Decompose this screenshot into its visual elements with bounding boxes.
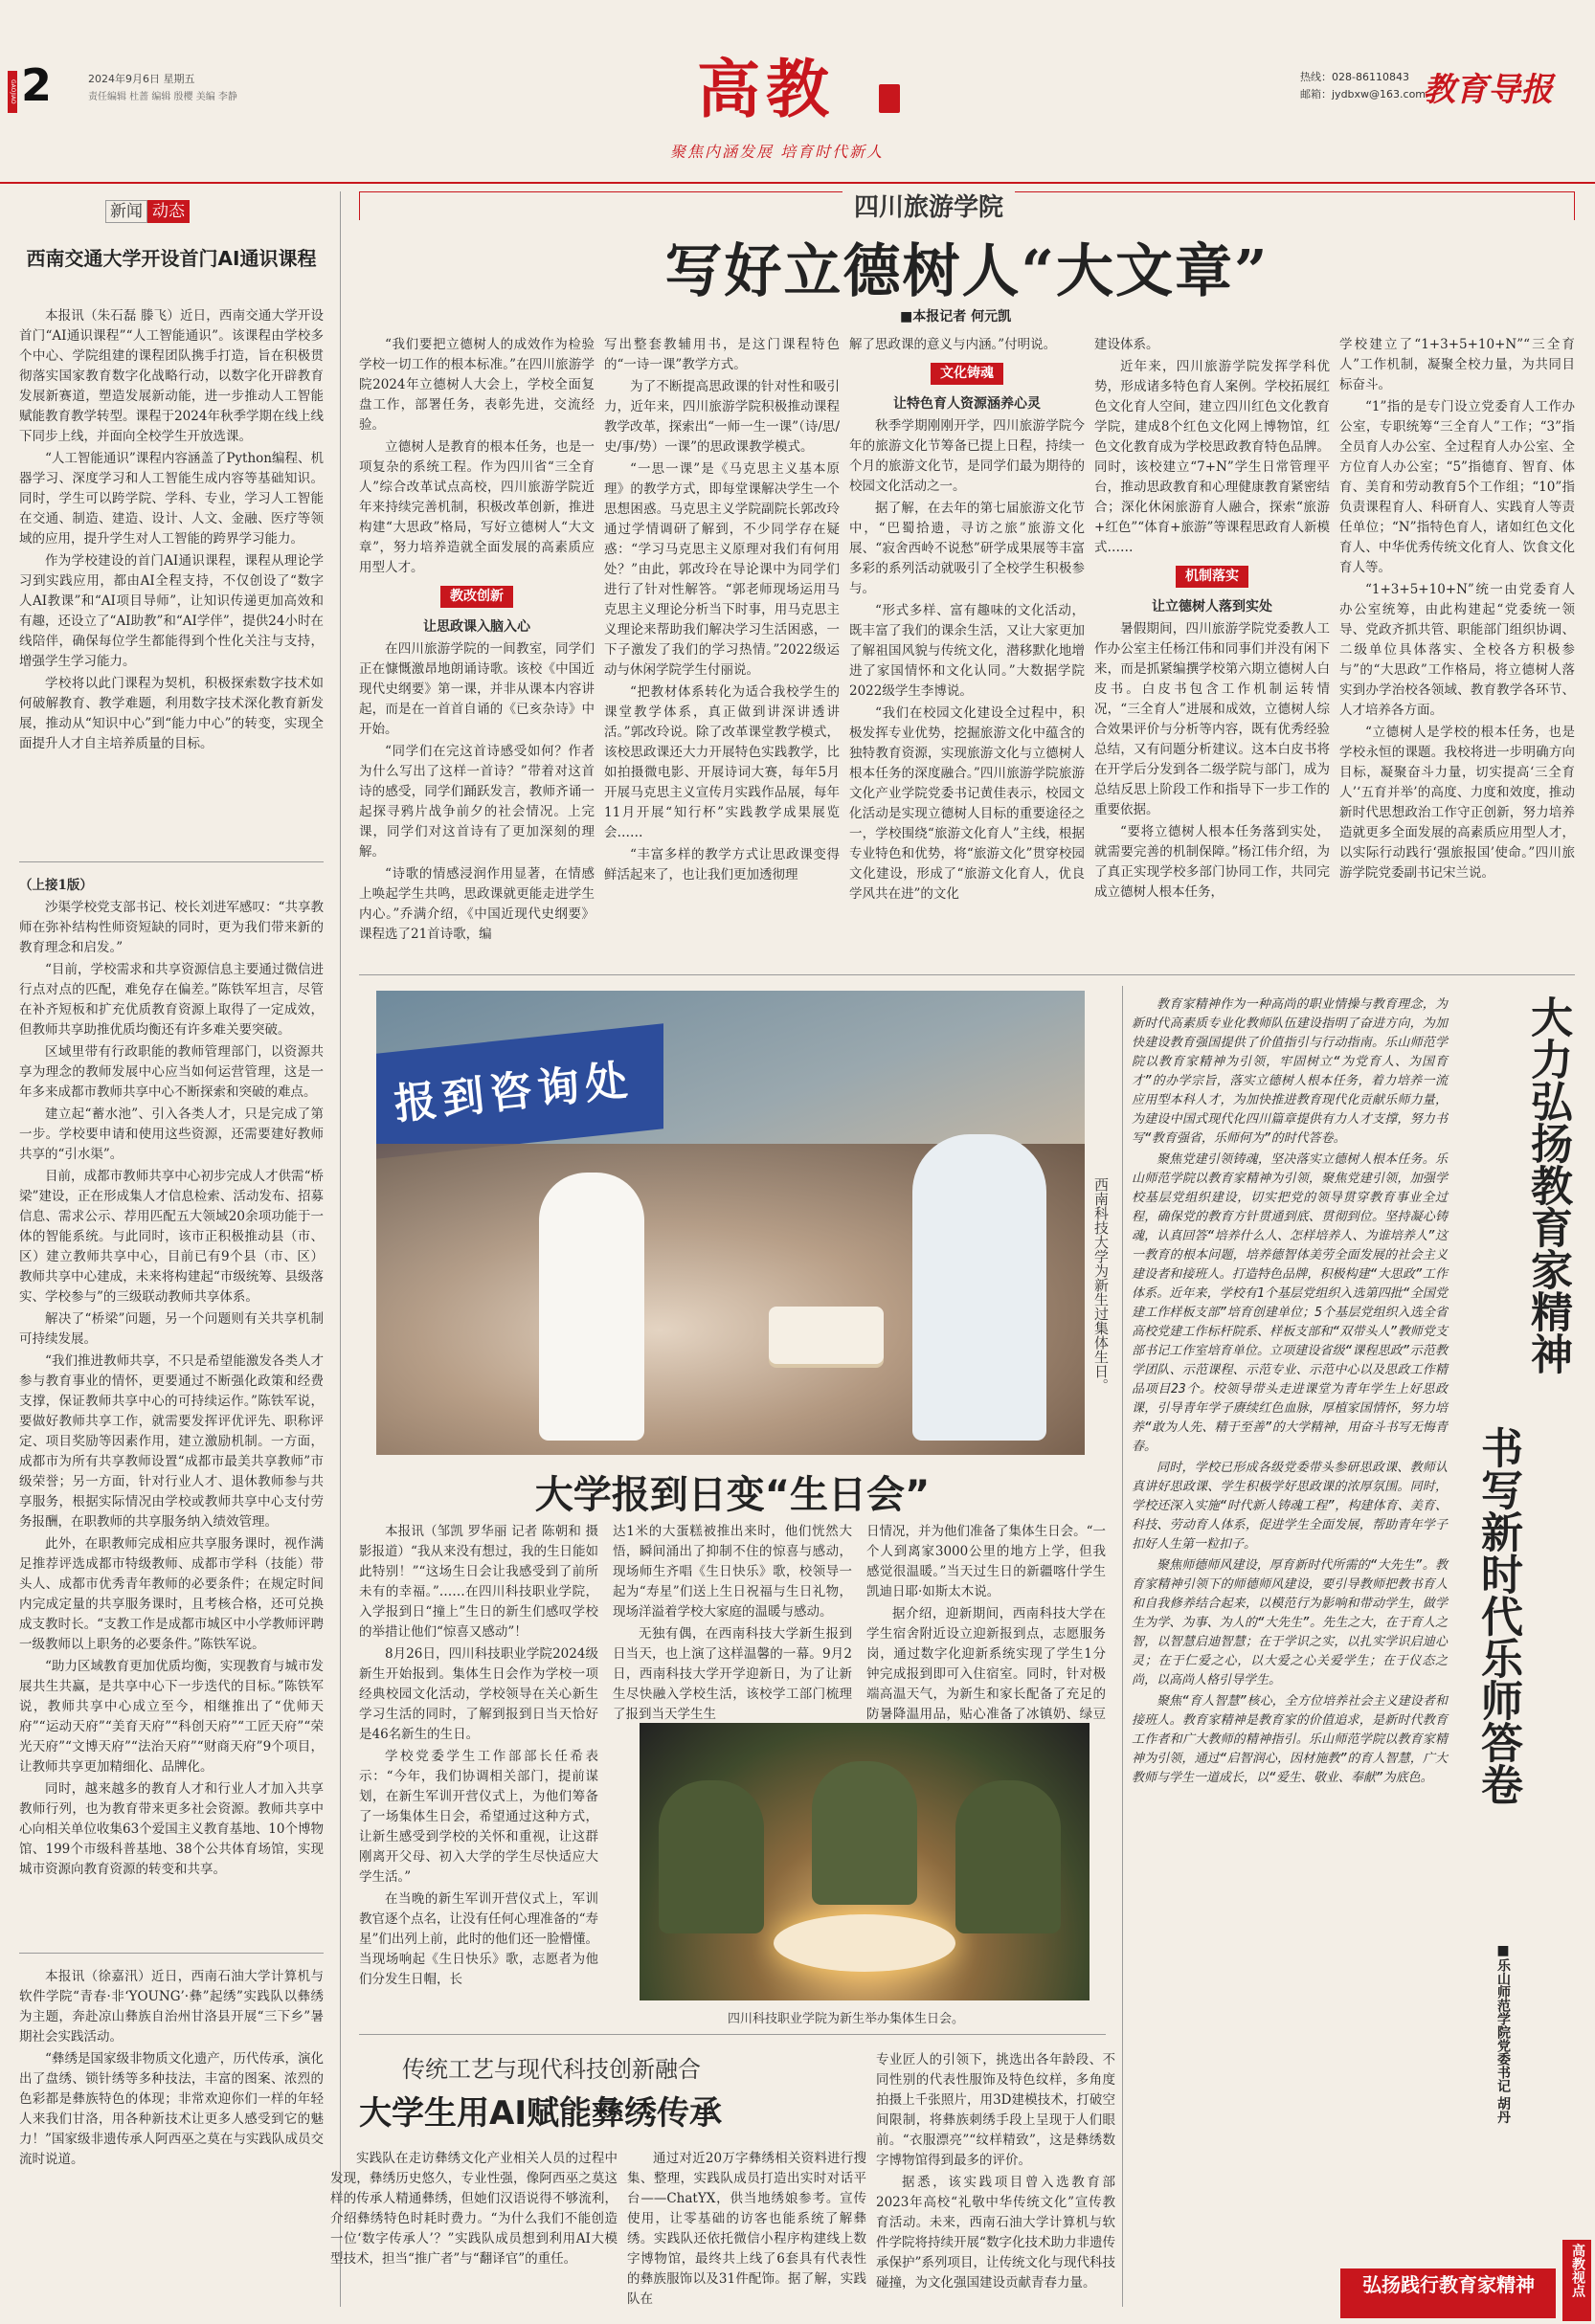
- continued-paragraph: 建立起“蓄水池”、引入各类人才，只是完成了第一步。学校要申请和使用这些资源，还需要建好教师共享的“引水渠”。: [19, 1106, 324, 1162]
- birthday-col-1: [359, 1522, 598, 2020]
- continued-label: （上接1版）: [19, 878, 93, 893]
- continued-paragraph: “目前，学校需求和共享资源信息主要通过微信进行点对点的匹配，难免存在偏差。”陈铁军坦言，尽管在补齐短板和扩充优质教育资源上取得了一定成效，但教师共享助推优质均衡还有许多难关要突破。: [19, 962, 324, 1038]
- birthday-paragraph: 达1米的大蛋糕被推出来时，他们恍然大悟，瞬间涌出了抑制不住的惊喜与感动，现场师生齐唱《生日快乐》歌，校领导一起为“寿星”们送上生日祝福与生日礼物，现场洋溢着学校大家庭的温暖与感动。: [613, 1524, 852, 1620]
- news-paragraph: “人工智能通识”课程内容涵盖了Python编程、机器学习、深度学习和人工智能生成内容等基础知识。同时，学生可以跨学院、学科、专业，学习人工智能在交通、制造、建造、设计、人文、金融、医疗等领域的应用，提升学生对人工智能的跨界学习能力。: [19, 451, 324, 547]
- hotline: 热线：028-86110843: [1300, 71, 1409, 83]
- feature-paragraph: “立德树人是学校的根本任务，也是学校永恒的课题。我校将进一步明确方向目标，凝聚奋斗力量，切实提高‘三全育人’‘五育并举’的高度、力度和效度，推动新时代思想政治工作守正创新，努力培养造就更多全面发展的高素质应用型人才，以实际行动践行‘强旅报国’使命。”四川旅游学院党委副书记宋兰说。: [1339, 725, 1575, 881]
- feature-paragraph: 暑假期间，四川旅游学院党委教人工作办公室主任杨江伟和同事们并没有闲下来，而是抓紧编撰学校第六期立德树人白皮书。白皮书包含工作机制运转情况，“三全育人”进展和成效，立德树人综合效果评价与分析等内容，既有优秀经验总结，又有问题分析建议。这本白皮书将在开学后分发到各二级学院与部门，成为总结反思上阶段工作和指导下一步工作的重要依据。: [1094, 621, 1330, 817]
- feature-paragraph: 学校建立了“1+3+5+10+N”“三全育人”工作机制，凝聚全校力量，为共同目标奋斗。: [1339, 337, 1575, 392]
- continued-paragraph: “助力区域教育更加优质均衡，实现教育与城市发展共生共赢，是共享中心下一步迭代的目标。”陈铁军说，教师共享中心成立至今，相继推出了“优师天府”“运动天府”“美育天府”“科创天府”“工匠天府”“荣光天府”“文博天府”“法治天府”“财商天府”9个项目，让教师共享更加精细化、品牌化。: [19, 1659, 324, 1775]
- feature-column: [849, 335, 1085, 962]
- birthday-photo: [376, 991, 1085, 1455]
- candle-cake-shape: [774, 1914, 955, 1972]
- feature-section-tag-wrap: [849, 363, 1085, 385]
- news-paragraph: 作为学校建设的首门AI通识课程，课程从理论学习到实践应用，都由AI全程支持，不仅创设了“数字人AI教课”和“AI项目导师”，让知识传递更加高效和有趣，还设立了“AI助教”和“AI学伴”，提供24小时在线陪伴，确保每位学生都能得到个性化关注与支持，增强学生学习能力。: [19, 553, 324, 669]
- feature-subhead: 让立德树人落到实处: [1152, 599, 1272, 615]
- feature-paragraph: 据了解，在去年的第七届旅游文化节中，“巴蜀拾遗，寻访之旅”旅游文化展、“寂舍西岭不说愁”研学成果展等丰富多彩的系列活动就吸引了全校学生积极参与。: [849, 501, 1085, 596]
- section-title: 高教: [697, 52, 835, 126]
- opinion-paragraph: 同时，学校已形成各级党委带头参研思政课、教师认真讲好思政课、学生积极学好思政课的浓厚氛围。同时，学校还深入实施“时代新人铸魂工程”，构建体育、美育、科技、劳动育人体系，促进学生全面发展，帮助青年学子扣好人生第一粒扣子。: [1132, 1461, 1448, 1552]
- opinion-paragraph: 聚焦“育人智慧”核心，全方位培养社会主义建设者和接班人。教育家精神是教育家的价值追求，是新时代教育工作者和广大教师的精神指引。乐山师范学院以教育家精神为引领，通过“启智润心，因材施教”的育人智慧，广大教师与学生一道成长，以“爱生、敬业、奉献”为底色。: [1132, 1694, 1448, 1785]
- feature-section-tag: 机制落实: [1176, 566, 1248, 588]
- opinion-body: [1132, 995, 1448, 2264]
- soldier-figure: [659, 1780, 764, 1933]
- opinion-paragraph: 聚焦师德师风建设，厚育新时代所需的“大先生”。教育家精神引领下的师德师风建设，要引导教师把教书育人和自我修养结合起来，以模范行为影响和带动学生，做学生为学、为事、为人的“大先生”。先生之大，在于育人之智，以智慧启迪智慧；在于学识之实，以扎实学识启迪心灵；在于仁爱之心，以大爱之心关爱学生；在于仪态之尚，以高尚人格引导学生。: [1132, 1558, 1448, 1687]
- feature-paragraph: 为了不断提高思政课的针对性和吸引力，近年来，四川旅游学院积极推动课程教学改革，探索出“一师一生一课”（诗/思/史/事/势）一课”的思政课教学模式。: [604, 379, 840, 455]
- opinion-author: ■乐山师范学院党委书记 胡丹: [1495, 1943, 1511, 2124]
- continued-paragraph: “我们推进教师共享，不只是希望能激发各类人才参与教育事业的情怀，更要通过不断强化政策和经费支撑，保证教师共享中心的可持续运作。”陈铁军说，要做好教师共享工作，就需要发挥评优评先、职称评定、项目奖励等因素作用，建立激励机制。一方面，成都市为所有共享教师设置“成都市最美共享教师”市级荣誉；另一方面，针对行业人才、退休教师参与共享服务，根据实际情况由学校或教师共享中心支付劳务报酬，在职教师的共享服务纳入绩效管理。: [19, 1353, 324, 1530]
- yi-paragraph: 本报讯（徐嘉汛）近日，西南石油大学计算机与软件学院“青春·非‘YOUNG’·彝”起绣”实践队以彝绣为主题，奔赴凉山彝族自治州甘洛县开展“三下乡”暑期社会实践活动。: [19, 1969, 324, 2045]
- birthday-paragraph: 在当晚的新生军训开营仪式上，军训教官逐个点名，让没有任何心理准备的“寿星”们出列上前，此时的他们还一脸懵懂。当现场响起《生日快乐》歌，志愿者为他们分发生日帽，长: [359, 1891, 598, 1987]
- feature-paragraph: “同学们在完这首诗感受如何？作者为什么写出了这样一首诗？”带着对这首诗的感受，同学们踊跃发言，教师齐诵一起探寻鸦片战争前夕的社会情况。上完课，同学们对这首诗有了更加深刻的理解。: [359, 744, 595, 860]
- news-paragraph: 本报讯（朱石磊 滕飞）近日，西南交通大学开设首门“AI通识课程”“人工智能通识”。该课程由学校多个中心、学院组建的课程团队携手打造，旨在积极贯彻落实国家教育数字化战略行动，以数字化开辟教育发展新赛道，塑造发展新动能，进一步推动人工智能赋能教育教学转型。课程于2024年秋季学期在线上线下同步上线，并面向全校学生开放选课。: [19, 308, 324, 444]
- news-paragraph: 学校将以此门课程为契机，积极探索数字技术如何破解教育、教学难题，利用数字技术深化教育新发展，推动从“知识中心”到“能力中心”的转变，实现全面提升人才自主培养质量的目标。: [19, 676, 324, 751]
- news-label-b: 动态: [147, 200, 190, 223]
- news-body: [19, 306, 324, 842]
- tech-col-3: [876, 2050, 1115, 2309]
- opinion-paragraph: 教育家精神作为一种高尚的职业情操与教育理念，为新时代高素质专业化教师队伍建设指明了奋进方向，为加快建设教育强国提供了价值指引与行动指南。乐山师范学院以教育家精神为引领，牢固树立“为党育人、为国育才”的办学宗旨，落实立德树人根本任务，着力培养一流应用型本科人才，为加快推进教育现代化贡献乐师力量，为建设中国式现代化四川篇章提供有力人才支撑，努力书写“教育强省，乐师何为”的时代答卷。: [1132, 997, 1448, 1146]
- continued-paragraph: 沙渠学校党支部书记、校长刘进军感叹：“共享教师在弥补结构性师资短缺的同时，更为我们带来新的教育理念和启发。”: [19, 900, 324, 955]
- side-label: GAOJIAO: [8, 71, 17, 113]
- continued-bottom-rule: [19, 1953, 324, 1954]
- feature-paragraph: 建设体系。: [1094, 337, 1159, 352]
- feature-section-tag: 教改创新: [440, 586, 513, 608]
- feature-column: [359, 335, 595, 962]
- feature-paragraph: 立德树人是教育的根本任务，也是一项复杂的系统工程。作为四川省“三全育人”综合改革试点高校，四川旅游学院近年来持续完善机制，积极改革创新，推进构建“大思政”格局，写好立德树人“大文章”，努力培养造就全面发展的高素质应用型人才。: [359, 439, 595, 575]
- opinion-paragraph: 聚焦党建引领铸魂，坚决落实立德树人根本任务。乐山师范学院以教育家精神为引领，聚焦党建引领，加强学校基层党组织建设，切实把党的领导贯穿教育事业全过程，确保党的教育方针贯通到底、贯彻到位。坚持凝心铸魂，认真回答“培养什么人、怎样培养人、为谁培养人”这一教育的根本问题，培养德智体美劳全面发展的社会主义建设者和接班人。打造特色品牌，积极构建“大思政”工作体系。近年来，学校有1个基层党组织入选第四批“全国党建工作样板支部”培育创建单位；5个基层党组织入选全省高校党建工作标杆院系、样板支部和“双带头人”教师党支部书记工作室培育单位。立项建设省级“课程思政”示范教学团队、示范课程、示范专业、示范中心以及思政工作精品项目23个。校领导带头走进课堂为青年学生上好思政课，引导青年学子赓续红色血脉，厚植家国情怀，努力培养“敢为人先、精于至善”的大学精神，用奋斗书写无悔青春。: [1132, 1152, 1448, 1454]
- left-column-divider: [340, 191, 341, 2307]
- feature-column: [1094, 335, 1330, 962]
- email: 邮箱：jydbxw@163.com: [1300, 88, 1427, 101]
- tech-kicker: 传统工艺与现代科技创新融合: [402, 2056, 701, 2083]
- feature-section-tag-wrap: [1094, 566, 1330, 588]
- feature-paragraph: “1+3+5+10+N”统一由党委育人办公室统筹，由此构建起“党委统一领导、党政齐抓共管、职能部门组织协调、二级单位具体落实、全校各方积极参与”的“大思政”工作格局，将立德树人落实到办学治校各领域、教育教学各环节、人才培养各方面。: [1339, 582, 1575, 718]
- birthday-paragraph: 学校党委学生工作部部长任希表示：“今年，我们协调相关部门，提前谋划，在新生军训开营仪式上，为他们筹备了一场集体生日会，希望通过这种方式，让新生感受到学校的关怀和重视，让这群刚离开父母、初入大学的学生尽快适应大学生活。”: [359, 1749, 598, 1885]
- feature-kicker: 四川旅游学院: [842, 188, 1015, 223]
- feature-column: [1339, 335, 1575, 962]
- feature-paragraph: “把教材体系转化为适合我校学生的课堂教学体系，真正做到讲深讲透讲活。”郭改玲说。除了改革课堂教学模式，该校思政课还大力开展特色实践教学，比如拍摄微电影、开展诗词大赛，每年5月开展马克思主义宣传月实践作品展，每年11月开展“知行杯”实践教学成果展览会……: [604, 684, 840, 840]
- birthday-paragraph: 据介绍，迎新期间，西南科技大学在学生宿舍附近设立迎新报到点，志愿服务岗，通过数字化迎新系统实现了学生1分钟完成报到即可入住宿室。同时，针对极端高温天气，为新生和家长配备了充足的防暑降温用品，贴心准备了冰镇奶、绿豆: [866, 1606, 1106, 1722]
- birthday-col-3: [866, 1522, 1106, 1722]
- feature-paragraph: “我们在校园文化建设全过程中，积极发挥专业优势，挖掘旅游文化中蕴含的独特教育资源，实现旅游文化与立德树人根本任务的深度融合。”四川旅游学院旅游文化产业学院党委书记黄佳表示，校园文化活动是实现立德树人目标的重要途径之一，学校围绕“旅游文化育人”主线，根据专业特色和优势，将“旅游文化”贯穿校园文化建设，形成了“旅游文化育人，优良学风共在进”的文化: [849, 705, 1085, 902]
- feature-subhead: 让特色育人资源涵养心灵: [893, 396, 1041, 412]
- continued-paragraph: 此外，在职教师完成相应共享服务课时，视作满足推荐评选成都市特级教师、成都市学科（技能）带头人、成都市优秀青年教师的必要条件；在规定时间内完成定量的共享服务课时，且考核合格，还可兑换成支教时长。“支教工作是成都市城区中小学教师评聘一级教师以上职务的必要条件。”陈铁军说。: [19, 1536, 324, 1652]
- feature-paragraph: 解了思政课的意义与内涵。”付明说。: [849, 337, 1057, 352]
- opinion-sidebar-strip-text: 高教视点: [1570, 2244, 1585, 2297]
- yi-news-body: [19, 1967, 324, 2312]
- paper-name: 教育导报: [1423, 71, 1553, 109]
- opinion-headline-2: 书写新时代乐师答卷: [1473, 1426, 1522, 1805]
- person-figure: [912, 1134, 1046, 1441]
- feature-section-tag: 文化铸魂: [931, 363, 1003, 385]
- feature-paragraph: 写出整套教辅用书，是这门课程特色的“一诗一课”教学方式。: [604, 337, 840, 372]
- birthday-paragraph: 8月26日，四川科技职业学院2024级新生开始报到。集体生日会作为学校一项经典校园文化活动，学校领导在关心新生学习生活的同时，了解到报到日当天恰好是46名新生的生日。: [359, 1646, 598, 1742]
- section-seal-icon: [879, 84, 900, 113]
- tech-paragraph: 通过对近20万字彝绣相关资料进行搜集、整理，实践队成员打造出实时对话平台——ChatYX，供当地绣娘参考。宣传使用，让零基础的访客也能系统了解彝绣。实践队还依托微信小程序构建线上数字博物馆，最终共上线了6套具有代表性的彝族服饰以及31件配饰。据了解，实践队在: [627, 2151, 866, 2307]
- soldier-figure: [955, 1780, 1061, 1933]
- tech-col-1: [330, 2149, 618, 2312]
- feature-column: [604, 335, 840, 962]
- feature-paragraph: “丰富多样的教学方式让思政课变得鲜活起来了，也让我们更加透彻理: [604, 847, 840, 883]
- continued-paragraph: 解决了“桥梁”问题，另一个问题则有关共享机制可持续发展。: [19, 1311, 324, 1347]
- tech-col-2: [627, 2149, 866, 2312]
- birthday-bottom-rule: [359, 2034, 1106, 2035]
- cake-shape: [769, 1307, 884, 1364]
- feature-paragraph: “形式多样、富有趣味的文化活动，既丰富了我们的课余生活，又让大家更加了解祖国风貌与传统文化，潜移默化地增进了家国情怀和文化认同。”大数据学院2022级学生李博说。: [849, 603, 1085, 699]
- military-photo-caption: 四川科技职业学院为新生举办集体生日会。: [728, 2012, 965, 2026]
- feature-byline: ■本报记者 何元凯: [900, 309, 1012, 324]
- feature-section-tag-wrap: [359, 586, 595, 608]
- birthday-paragraph: 日情况，并为他们准备了集体生日会。“一个人到离家3000公里的地方上学，但我感觉很温暖。”当天过生日的新疆喀什学生凯迪日耶·如斯太木说。: [866, 1524, 1106, 1599]
- birthday-col-2: [613, 1522, 852, 1722]
- feature-paragraph: “1”指的是专门设立党委育人工作办公室，专职统筹“三全育人”工作；“3”指全员育人办公室、全过程育人办公室、全方位育人办公室；“5”指德育、智育、体育、美育和劳动教育5个工作组；“10”指负责课程育人、科研育人、实践育人等责任单位；“N”指特色育人，诸如红色文化育人、中华优秀传统文化育人、饮食文化育人等。: [1339, 399, 1575, 575]
- right-column-divider: [1122, 986, 1123, 2307]
- page-number: 2: [21, 59, 53, 111]
- news-headline: 西南交通大学开设首门AI通识课程: [26, 247, 317, 270]
- continued-paragraph: 区域里带有行政职能的教师管理部门，以资源共享为理念的教师发展中心应当如何运营管理，这是一年多来成都市教师共享中心不断探索和突破的难点。: [19, 1044, 324, 1100]
- news-bottom-rule: [19, 861, 324, 862]
- tech-paragraph: 据悉，该实践项目曾入选教育部2023年高校“礼敬中华传统文化”宣传教育活动。未来，西南石油大学计算机与软件学院将持续开展“数字化技术助力非遗传承保护”系列项目，让传统文化与现代科技碰撞，为文化强国建设贡献青春力量。: [876, 2175, 1115, 2290]
- date-line: 2024年9月6日 星期五: [88, 73, 195, 85]
- military-birthday-photo: [640, 1723, 1090, 2000]
- masthead-rule: [0, 182, 1595, 184]
- tech-paragraph: 专业匠人的引领下，挑选出各年龄段、不同性别的代表性服饰及特色纹样，多角度拍摄上千张照片，用3D建模技术，打破空间限制，将彝族刺绣手段上呈现于人们眼前。“衣服漂亮”“纹样精致”，这是彝绣数字博物馆得到最多的评价。: [876, 2052, 1115, 2168]
- continued-paragraph: 目前，成都市教师共享中心初步完成人才供需“桥梁”建设，正在形成集人才信息检索、活动发布、招募信息、需求公示、荐用匹配五大领域20余项功能于一体的智能系统。与此同时，该市正积极推动县（市、区）建立教师共享中心，目前已有9个县（市、区）教师共享中心建成，未来将构建起“市级统筹、县级落实、学校参与”的三级联动教师共享体系。: [19, 1169, 324, 1305]
- corner-label-text: 弘扬践行教育家精神: [1362, 2273, 1535, 2296]
- yi-paragraph: “彝绣是国家级非物质文化遗产，历代传承，演化出了盘绣、锁针绣等多种技法，丰富的图案、浓烈的色彩都是彝族特色的体现；非常欢迎你们一样的年轻人来我们甘洛，用各种新技术让更多人感受到它的魅力！”国家级非遗传承人阿西巫之莫在与实践队成员交流时说道。: [19, 2051, 324, 2167]
- birthday-paragraph: 无独有偶，在西南科技大学新生报到日当天，也上演了这样温馨的一幕。9月2日，西南科技大学开学迎新日，为了让新生尽快融入学校生活，该校学工部门梳理了报到当天学生生: [613, 1626, 852, 1722]
- masthead: [0, 0, 1595, 161]
- feature-paragraph: “一思一课”是《马克思主义基本原理》的教学方式，即每堂课解决学生一个思想困惑。马克思主义学院副院长郭改玲通过学情调研了解到，不少同学存在疑惑：“学习马克思主义原理对我们有何用处？”由此，郭改玲在导论课中为同学们进行了针对性解答。“郭老师现场运用马克思主义理论分析当下时事，用马克思主义理论来帮助我们解决学习生活困惑，一下子激发了我们的学习热情。”2022级运动与休闲学院学生付丽说。: [604, 461, 840, 678]
- birthday-headline: 大学报到日变“生日会”: [534, 1473, 931, 1517]
- feature-paragraph: 秋季学期刚刚开学，四川旅游学院今年的旅游文化节筹备已提上日程，持续一个月的旅游文化节，是同学们最为期待的校园文化活动之一。: [849, 418, 1085, 494]
- news-section-label: [105, 197, 190, 221]
- continued-body: [19, 876, 324, 1938]
- soldier-figure: [812, 1761, 917, 1905]
- person-figure: [539, 1173, 644, 1441]
- tech-headline: 大学生用AI赋能彝绣传承: [359, 2094, 722, 2133]
- editors-line: 责任编辑 杜蔷 编辑 殷樱 美编 李静: [88, 92, 237, 102]
- continued-paragraph: 同时，越来越多的教育人才和行业人才加入共享教师行列，也为教育带来更多社会资源。教师共享中心向相关单位收集63个爱国主义教育基地、10个博物馆、199个市级科普基地、38个公共体育场馆，实现城市资源向教育资源的转变和共享。: [19, 1781, 324, 1877]
- birthday-paragraph: 本报讯（邹凯 罗华丽 记者 陈朝和 摄影报道）“我从来没有想过，我的生日能如此特别！”“这场生日会让我感受到了前所未有的幸福。”……在四川科技职业学院，入学报到日“撞上”生日的新生们感叹学校的举措让他们“惊喜又感动”！: [359, 1524, 598, 1640]
- news-label-a: 新闻: [105, 200, 147, 223]
- feature-paragraph: “诗歌的情感浸润作用显著，在情感上唤起学生共鸣，思政课就更能走进学生内心。”乔满介绍，《中国近现代史纲要》课程选了21首诗歌，编: [359, 866, 595, 942]
- feature-headline: 写好立德树人“大文章”: [664, 238, 1269, 305]
- feature-paragraph: “要将立德树人根本任务落到实处，就需要完善的机制保障。”杨江伟介绍，为了真正实现学校多部门协同工作，共同完成立德树人根本任务，: [1094, 824, 1330, 900]
- page-number-block: [8, 59, 65, 117]
- opinion-headline-1: 大力弘扬教育家精神: [1523, 995, 1572, 1374]
- tech-paragraph: 实践队在走访彝绣文化产业相关人员的过程中发现，彝绣历史悠久，专业性强，像阿西巫之莫这样的传承人精通彝绣，但她们汉语说得不够流利，介绍彝绣特色时耗时费力。“为什么我们不能创造一位‘数字传承人’？”实践队成员想到利用AI大模型技术，担当“推广者”与“翻译官”的重任。: [330, 2151, 618, 2267]
- tent-banner-text: 报到咨询处: [392, 1056, 636, 1129]
- feature-paragraph: 近年来，四川旅游学院发挥学科优势，形成诸多特色育人案例。学校拓展红色文化育人空间，建立四川红色文化教育学院，建成8个红色文化网上博物馆，红色文化教育成为学校思政教育特色品牌。同时，该校建立“7+N”学生日常管理平台，推动思政教育和心理健康教育紧密结合；深化休闲旅游育人融合，探索“旅游+红色”“体育+旅游”等课程思政育人新模式……: [1094, 359, 1330, 555]
- feature-bottom-rule: [359, 974, 1575, 975]
- slogan: 聚焦内涵发展 培育时代新人: [670, 143, 885, 161]
- feature-paragraph: “我们要把立德树人的成效作为检验学校一切工作的根本标准。”在四川旅游学院2024年立德树人大会上，学校全面复盘工作，部署任务，表彰先进，交流经验。: [359, 337, 595, 433]
- feature-subhead: 让思政课入脑入心: [423, 619, 530, 635]
- birthday-photo-caption: 西南科技大学为新生过集体生日。: [1092, 1177, 1110, 1393]
- feature-paragraph: 在四川旅游学院的一间教室，同学们正在慷慨激昂地朗诵诗歌。该校《中国近现代史纲要》第一课，并非从课本内容讲起，而是在一首首自诵的《已亥杂诗》中开始。: [359, 641, 595, 737]
